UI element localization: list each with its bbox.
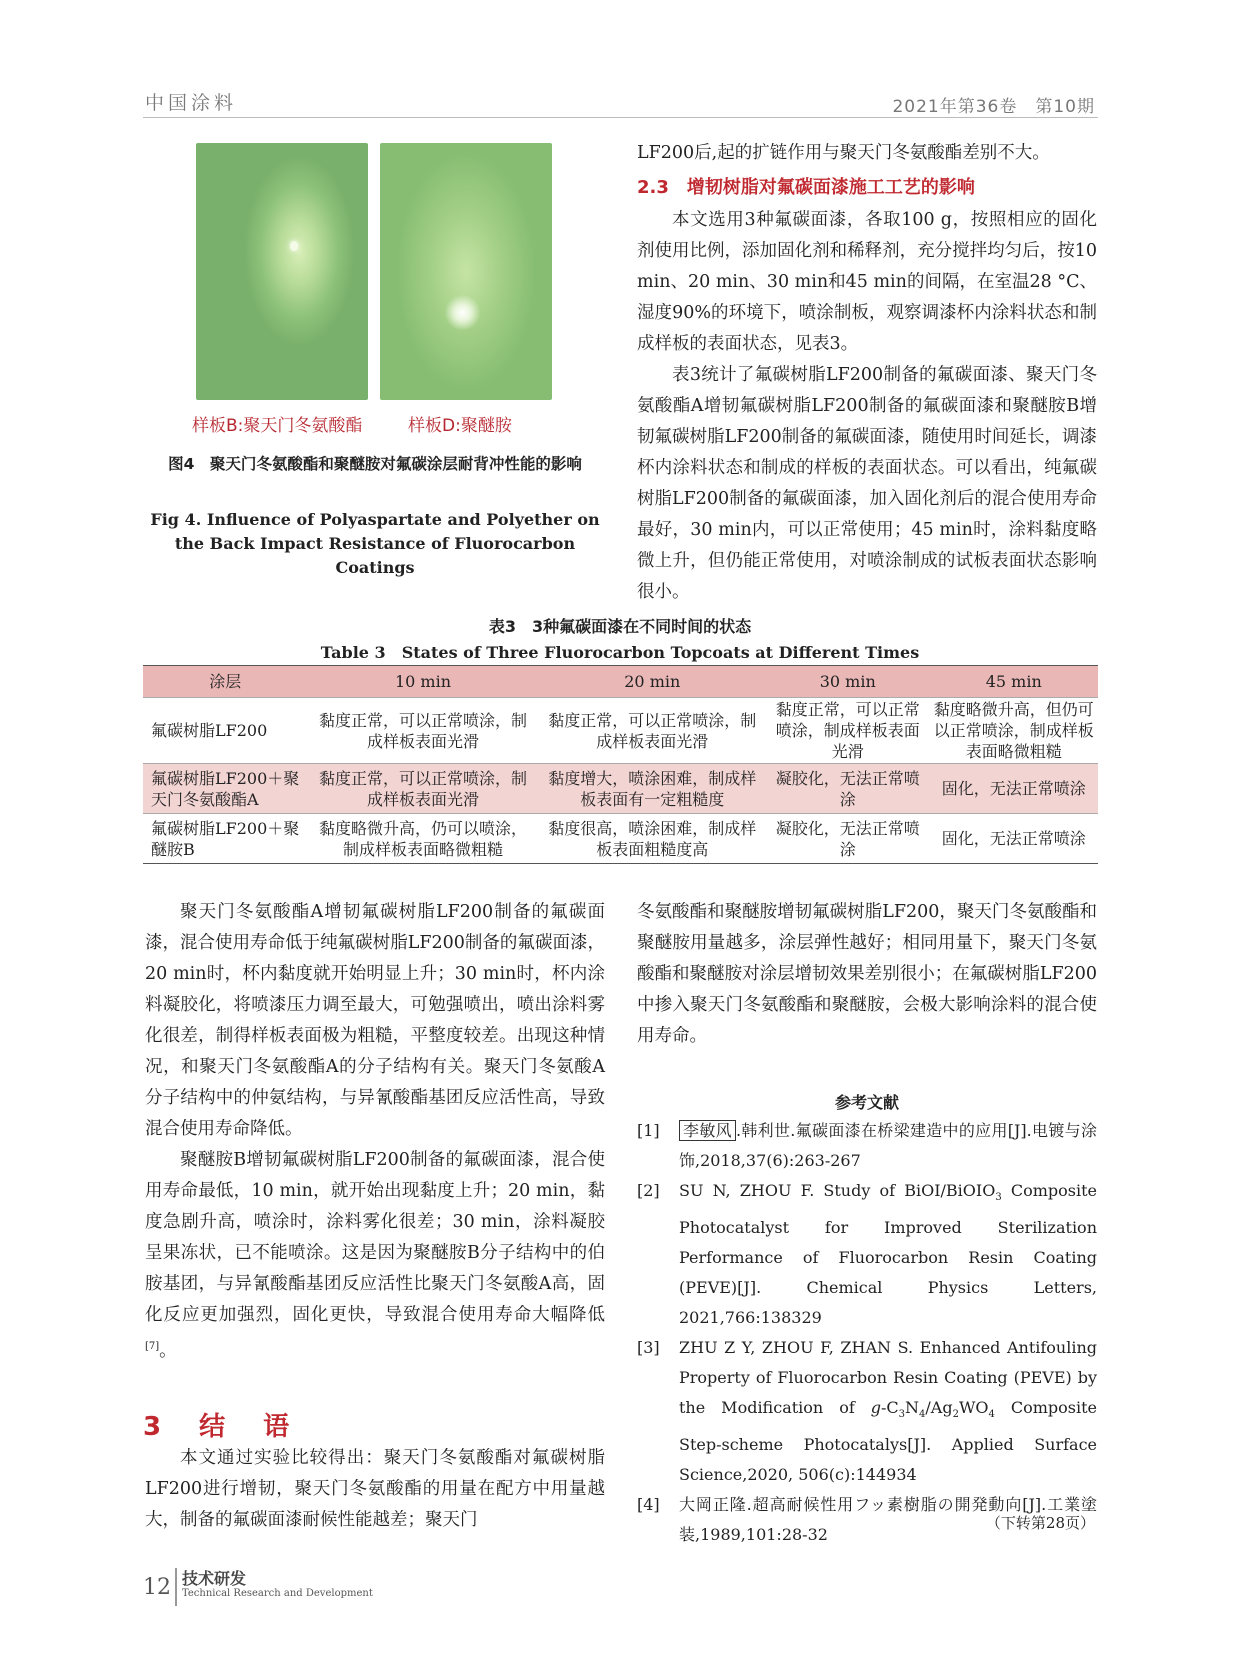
table-cell: 氟碳树脂LF200＋聚醚胺B [151, 818, 300, 859]
reference-number: [2] [637, 1181, 660, 1200]
subscript: 4 [919, 1409, 926, 1421]
footer-divider [175, 1568, 177, 1606]
reference-text: Composite Photocatalyst for Improved Sterilization Performance of Fluorocarbon Resin Coating (PEVE)[J]. Chemical Physics Letters, 2021,766:138329 [679, 1181, 1097, 1328]
table-cell: 黏度正常，可以正常喷涂，制成样板表面光滑 [319, 768, 528, 809]
reference-author-boxed: 李敏风 [679, 1120, 736, 1141]
paragraph: 聚天门冬氨酸酯A增韧氟碳树脂LF200制备的氟碳面漆，混合使用寿命低于纯氟碳树脂LF200制备的氟碳面漆，20 min时，杯内黏度就开始明显上升；30 min时，杯内涂料凝胶化，将喷漆压力调至最大，可勉强喷出，喷出涂料雾化很差，制得样板表面极为粗糙，平整度较差。出现这种情况，和聚天门冬氨酸酯A的分子结构有关。聚天门冬氨酸A分子结构中的仲氨结构，与异氰酸酯基团反应活性高，导致混合使用寿命降低。 [145, 902, 605, 1139]
table-cell: 氟碳树脂LF200＋聚天门冬氨酸酯A [151, 768, 300, 809]
table-header: 45 min [985, 672, 1042, 691]
table-cell: 凝胶化，无法正常喷涂 [775, 768, 920, 809]
paragraph: 本文通过实验比较得出：聚天门冬氨酸酯对氟碳树脂LF200进行增韧，聚天门冬氨酸酯的用量在配方中用量越大，制备的氟碳面漆耐候性能越差；聚天门 [145, 1448, 605, 1530]
sample-b-photo [196, 143, 368, 400]
reference-number: [4] [637, 1495, 660, 1515]
table-row [143, 698, 1098, 764]
conclusion-body [145, 1443, 605, 1536]
sample-d-photo [380, 143, 552, 400]
italic-g: g [870, 1398, 881, 1418]
references-list [637, 1116, 1097, 1550]
citation: [7] [145, 1341, 160, 1352]
table-cell: 黏度正常，可以正常喷涂，制成样板表面光滑 [548, 710, 757, 751]
table-row [143, 764, 1098, 814]
column-name-cn: 技术研发 [182, 1569, 247, 1588]
paragraph-text: 聚醚胺B增韧氟碳树脂LF200制备的氟碳面漆，混合使用寿命最低，10 min，就开始出现黏度上升；20 min，黏度急剧升高，喷涂时，涂料雾化很差；30 min，涂料凝胶呈果冻状，已不能喷涂。这是因为聚醚胺B分子结构中的伯胺基团，与异氰酸酯基团反应活性比聚天门冬氨酸A高，固化反应更加强烈，固化更快，导致混合使用寿命大幅降低 [145, 1150, 605, 1325]
left-body [145, 897, 605, 1367]
continued-note: （下转第28页） [985, 1514, 1095, 1532]
table-header: 30 min [819, 672, 876, 691]
issue-info: 2021年第36卷 第10期 [892, 97, 1095, 117]
table-cell: 黏度增大，喷涂困难，制成样板表面有一定粗糙度 [548, 768, 757, 809]
reference-number: [1] [637, 1121, 660, 1140]
reference-text: SU N, ZHOU F. Study of BiOI/BiOIO [679, 1181, 996, 1200]
continuation-line: LF200后,起的扩链作用与聚天门冬氨酸酯差别不大。 [637, 143, 1050, 163]
subscript: 2 [952, 1409, 959, 1421]
paragraph: 本文选用3种氟碳面漆，各取100 g，按照相应的固化剂使用比例，添加固化剂和稀释剂，充分搅拌均匀后，按10 min、20 min、30 min和45 min的间隔，在室温28 °C、湿度90%的环境下，喷涂制板，观察调漆杯内涂料状态和制成样板的表面状态，见表3。 [637, 210, 1097, 354]
column-name-en: Technical Research and Development [182, 1588, 373, 1599]
table-header-row [143, 666, 1098, 698]
section-2-3-heading: 2.3 增韧树脂对氟碳面漆施工工艺的影响 [637, 177, 975, 198]
reference-number: [3] [637, 1338, 660, 1358]
table-cell: 黏度很高，喷涂困难，制成样板表面粗糙度高 [548, 818, 757, 859]
table-title-en: Table 3 States of Three Fluorocarbon Topcoats at Different Times [320, 643, 920, 662]
right-body [637, 897, 1097, 1052]
sample-d-caption: 样板D:聚醚胺 [408, 416, 512, 436]
table-header: 10 min [394, 672, 452, 691]
subscript: 3 [995, 1192, 1002, 1204]
table-title-cn: 表3 3种氟碳面漆在不同时间的状态 [488, 617, 752, 636]
subscript: 3 [898, 1409, 905, 1421]
table-cell: 固化，无法正常喷涂 [941, 779, 1086, 798]
reference-text: N [905, 1398, 919, 1418]
reference-text: 大岡正隆.超高耐候性用フッ素樹脂の開発動向[J].工業塗装,1989,101:28-32 [679, 1495, 1097, 1545]
reference-text: -C [880, 1398, 899, 1418]
reference-item [637, 1333, 1097, 1490]
table-cell: 固化，无法正常喷涂 [941, 829, 1086, 848]
page-number: 12 [143, 1575, 171, 1600]
figure-title-cn: 图4 聚天门冬氨酸酯和聚醚胺对氟碳涂层耐背冲性能的影响 [168, 455, 582, 473]
reference-text: WO [958, 1398, 989, 1418]
section-3-heading: 3 结 语 [143, 1412, 296, 1442]
header-divider [143, 117, 1098, 118]
table-cell: 氟碳树脂LF200 [151, 721, 268, 740]
reference-item [637, 1176, 1097, 1333]
states-table [143, 665, 1098, 864]
reference-text: .韩利世.氟碳面漆在桥梁建造中的应用[J].电镀与涂饰,2018,37(6):263-267 [679, 1121, 1097, 1170]
paragraph: 冬氨酸酯和聚醚胺增韧氟碳树脂LF200，聚天门冬氨酸酯和聚醚胺用量越多，涂层弹性越好；相同用量下，聚天门冬氨酸酯和聚醚胺对涂层增韧效果差别很小；在氟碳树脂LF200中掺入聚天门冬氨酸酯和聚醚胺，会极大影响涂料的混合使用寿命。 [637, 902, 1097, 1046]
sample-b-caption: 样板B:聚天门冬氨酸酯 [192, 416, 363, 436]
journal-name: 中国涂料 [145, 92, 238, 114]
figure-title-en: Fig 4. Influence of Polyaspartate and Polyether on the Back Impact Resistance of Fluorocarbon Coatings [150, 510, 600, 577]
reference-text: Composite Step-scheme Photocatalys[J]. Applied Surface Science,2020, 506(c):144934 [679, 1398, 1097, 1485]
reference-item [637, 1116, 1097, 1176]
table-row [143, 814, 1098, 864]
table-cell: 黏度略微升高，但仍可以正常喷涂，制成样板表面略微粗糙 [933, 700, 1094, 761]
references-title: 参考文献 [834, 1093, 899, 1112]
table-cell: 凝胶化，无法正常喷涂 [775, 818, 920, 859]
reference-text: /Ag [925, 1398, 953, 1418]
table-cell: 黏度正常，可以正常喷涂，制成样板表面光滑 [319, 710, 528, 751]
section-2-3-body [637, 205, 1097, 608]
reference-text: ZHU Z Y, ZHOU F, ZHAN S. Enhanced Antifouling Property of Fluorocarbon Resin Coating (PEVE) by the Modification of [679, 1338, 1097, 1418]
table-header: 20 min [624, 672, 681, 691]
table-header: 涂层 [209, 672, 242, 691]
subscript: 4 [988, 1409, 995, 1421]
table-cell: 黏度正常，可以正常喷涂，制成样板表面光滑 [775, 700, 920, 761]
paragraph-end: 。 [159, 1340, 177, 1361]
paragraph: 表3统计了氟碳树脂LF200制备的氟碳面漆、聚天门冬氨酸酯A增韧氟碳树脂LF200制备的氟碳面漆和聚醚胺B增韧氟碳树脂LF200制备的氟碳面漆，随使用时间延长，调漆杯内涂料状态和制成的样板的表面状态。可以看出，纯氟碳树脂LF200制备的氟碳面漆，加入固化剂后的混合使用寿命最好，30 min内，可以正常使用；45 min时，涂料黏度略微上升，但仍能正常使用，对喷涂制成的试板表面状态影响很小。 [637, 365, 1097, 602]
table-cell: 黏度略微升高，仍可以喷涂，制成样板表面略微粗糙 [319, 818, 528, 859]
paragraph [145, 1145, 605, 1367]
continuation-text [637, 138, 1097, 169]
